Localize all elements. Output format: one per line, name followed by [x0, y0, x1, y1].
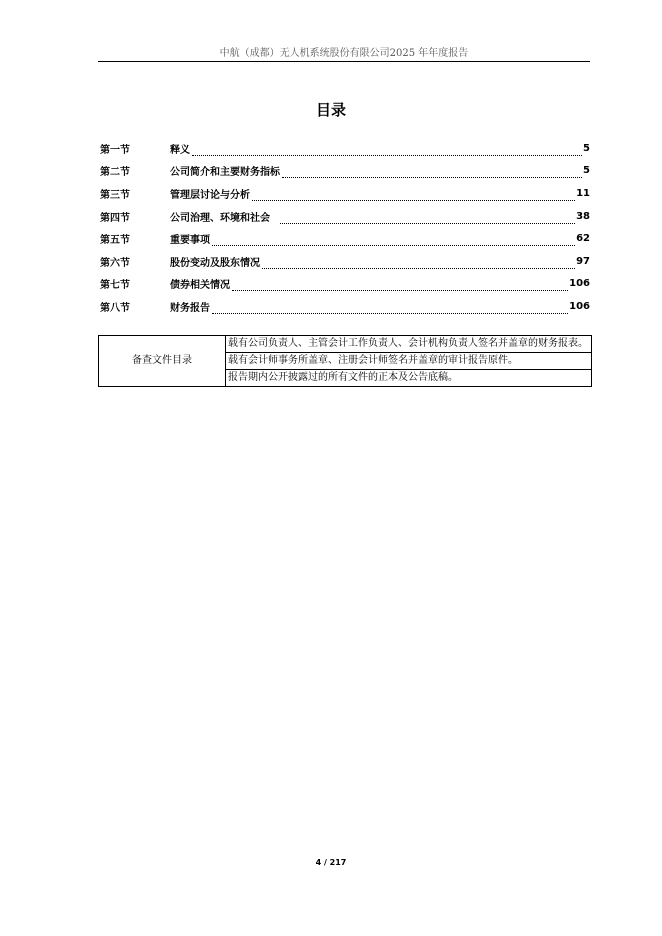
running-header: 中航（成都）无人机系统股份有限公司2025 年年度报告 [219, 48, 469, 59]
toc-page-number: 11 [576, 187, 590, 199]
toc-leader-dots [212, 303, 568, 314]
toc-page-number: 106 [569, 300, 590, 312]
toc-page-number: 5 [583, 142, 590, 154]
table-of-contents [100, 137, 590, 318]
toc-page-number: 38 [576, 210, 590, 222]
toc-entry[interactable] [100, 182, 590, 205]
toc-section-number: 第六节 [100, 257, 130, 269]
toc-section-title: 债券相关情况 [170, 280, 230, 292]
toc-section-title: 释义 [170, 144, 190, 156]
toc-section-number: 第三节 [100, 189, 130, 201]
toc-page-number: 62 [576, 233, 590, 245]
reference-documents-label: 备查文件目录 [99, 336, 226, 387]
toc-entry[interactable] [100, 295, 590, 318]
toc-section-title: 公司简介和主要财务指标 [170, 167, 280, 179]
toc-section-title: 公司治理、环境和社会 [170, 212, 270, 224]
toc-leader-dots [252, 190, 575, 201]
header-rule [98, 61, 590, 62]
toc-leader-dots [262, 258, 575, 269]
toc-leader-dots [232, 280, 568, 291]
toc-entry[interactable] [100, 137, 590, 160]
toc-leader-dots [192, 145, 582, 156]
toc-section-title: 管理层讨论与分析 [170, 189, 250, 201]
toc-section-number: 第一节 [100, 144, 130, 156]
toc-entry[interactable] [100, 160, 590, 183]
toc-section-number: 第二节 [100, 167, 130, 179]
toc-section-title: 财务报告 [170, 302, 210, 314]
toc-page-number: 106 [569, 278, 590, 290]
reference-document-item: 载有公司负责人、主管会计工作负责人、会计机构负责人签名并盖章的财务报表。 [226, 336, 592, 353]
toc-section-title: 股份变动及股东情况 [170, 257, 260, 269]
page-number-footer: 4 / 217 [315, 858, 347, 867]
reference-document-item: 载有会计师事务所盖章、注册会计师签名并盖章的审计报告原件。 [226, 353, 592, 370]
toc-section-number: 第四节 [100, 212, 130, 224]
page-title: 目录 [315, 101, 346, 119]
toc-section-title: 重要事项 [170, 235, 210, 247]
toc-section-number: 第五节 [100, 235, 130, 247]
toc-entry[interactable] [100, 205, 590, 228]
toc-page-number: 97 [576, 255, 590, 267]
reference-document-item: 报告期内公开披露过的所有文件的正本及公告底稿。 [226, 370, 592, 387]
toc-leader-dots [212, 235, 575, 246]
toc-section-number: 第八节 [100, 302, 130, 314]
toc-entry[interactable] [100, 250, 590, 273]
reference-documents-table [98, 335, 592, 387]
toc-entry[interactable] [100, 273, 590, 296]
toc-leader-dots [280, 213, 575, 224]
toc-leader-dots [282, 167, 582, 178]
toc-section-number: 第七节 [100, 280, 130, 292]
toc-page-number: 5 [583, 165, 590, 177]
toc-entry[interactable] [100, 227, 590, 250]
